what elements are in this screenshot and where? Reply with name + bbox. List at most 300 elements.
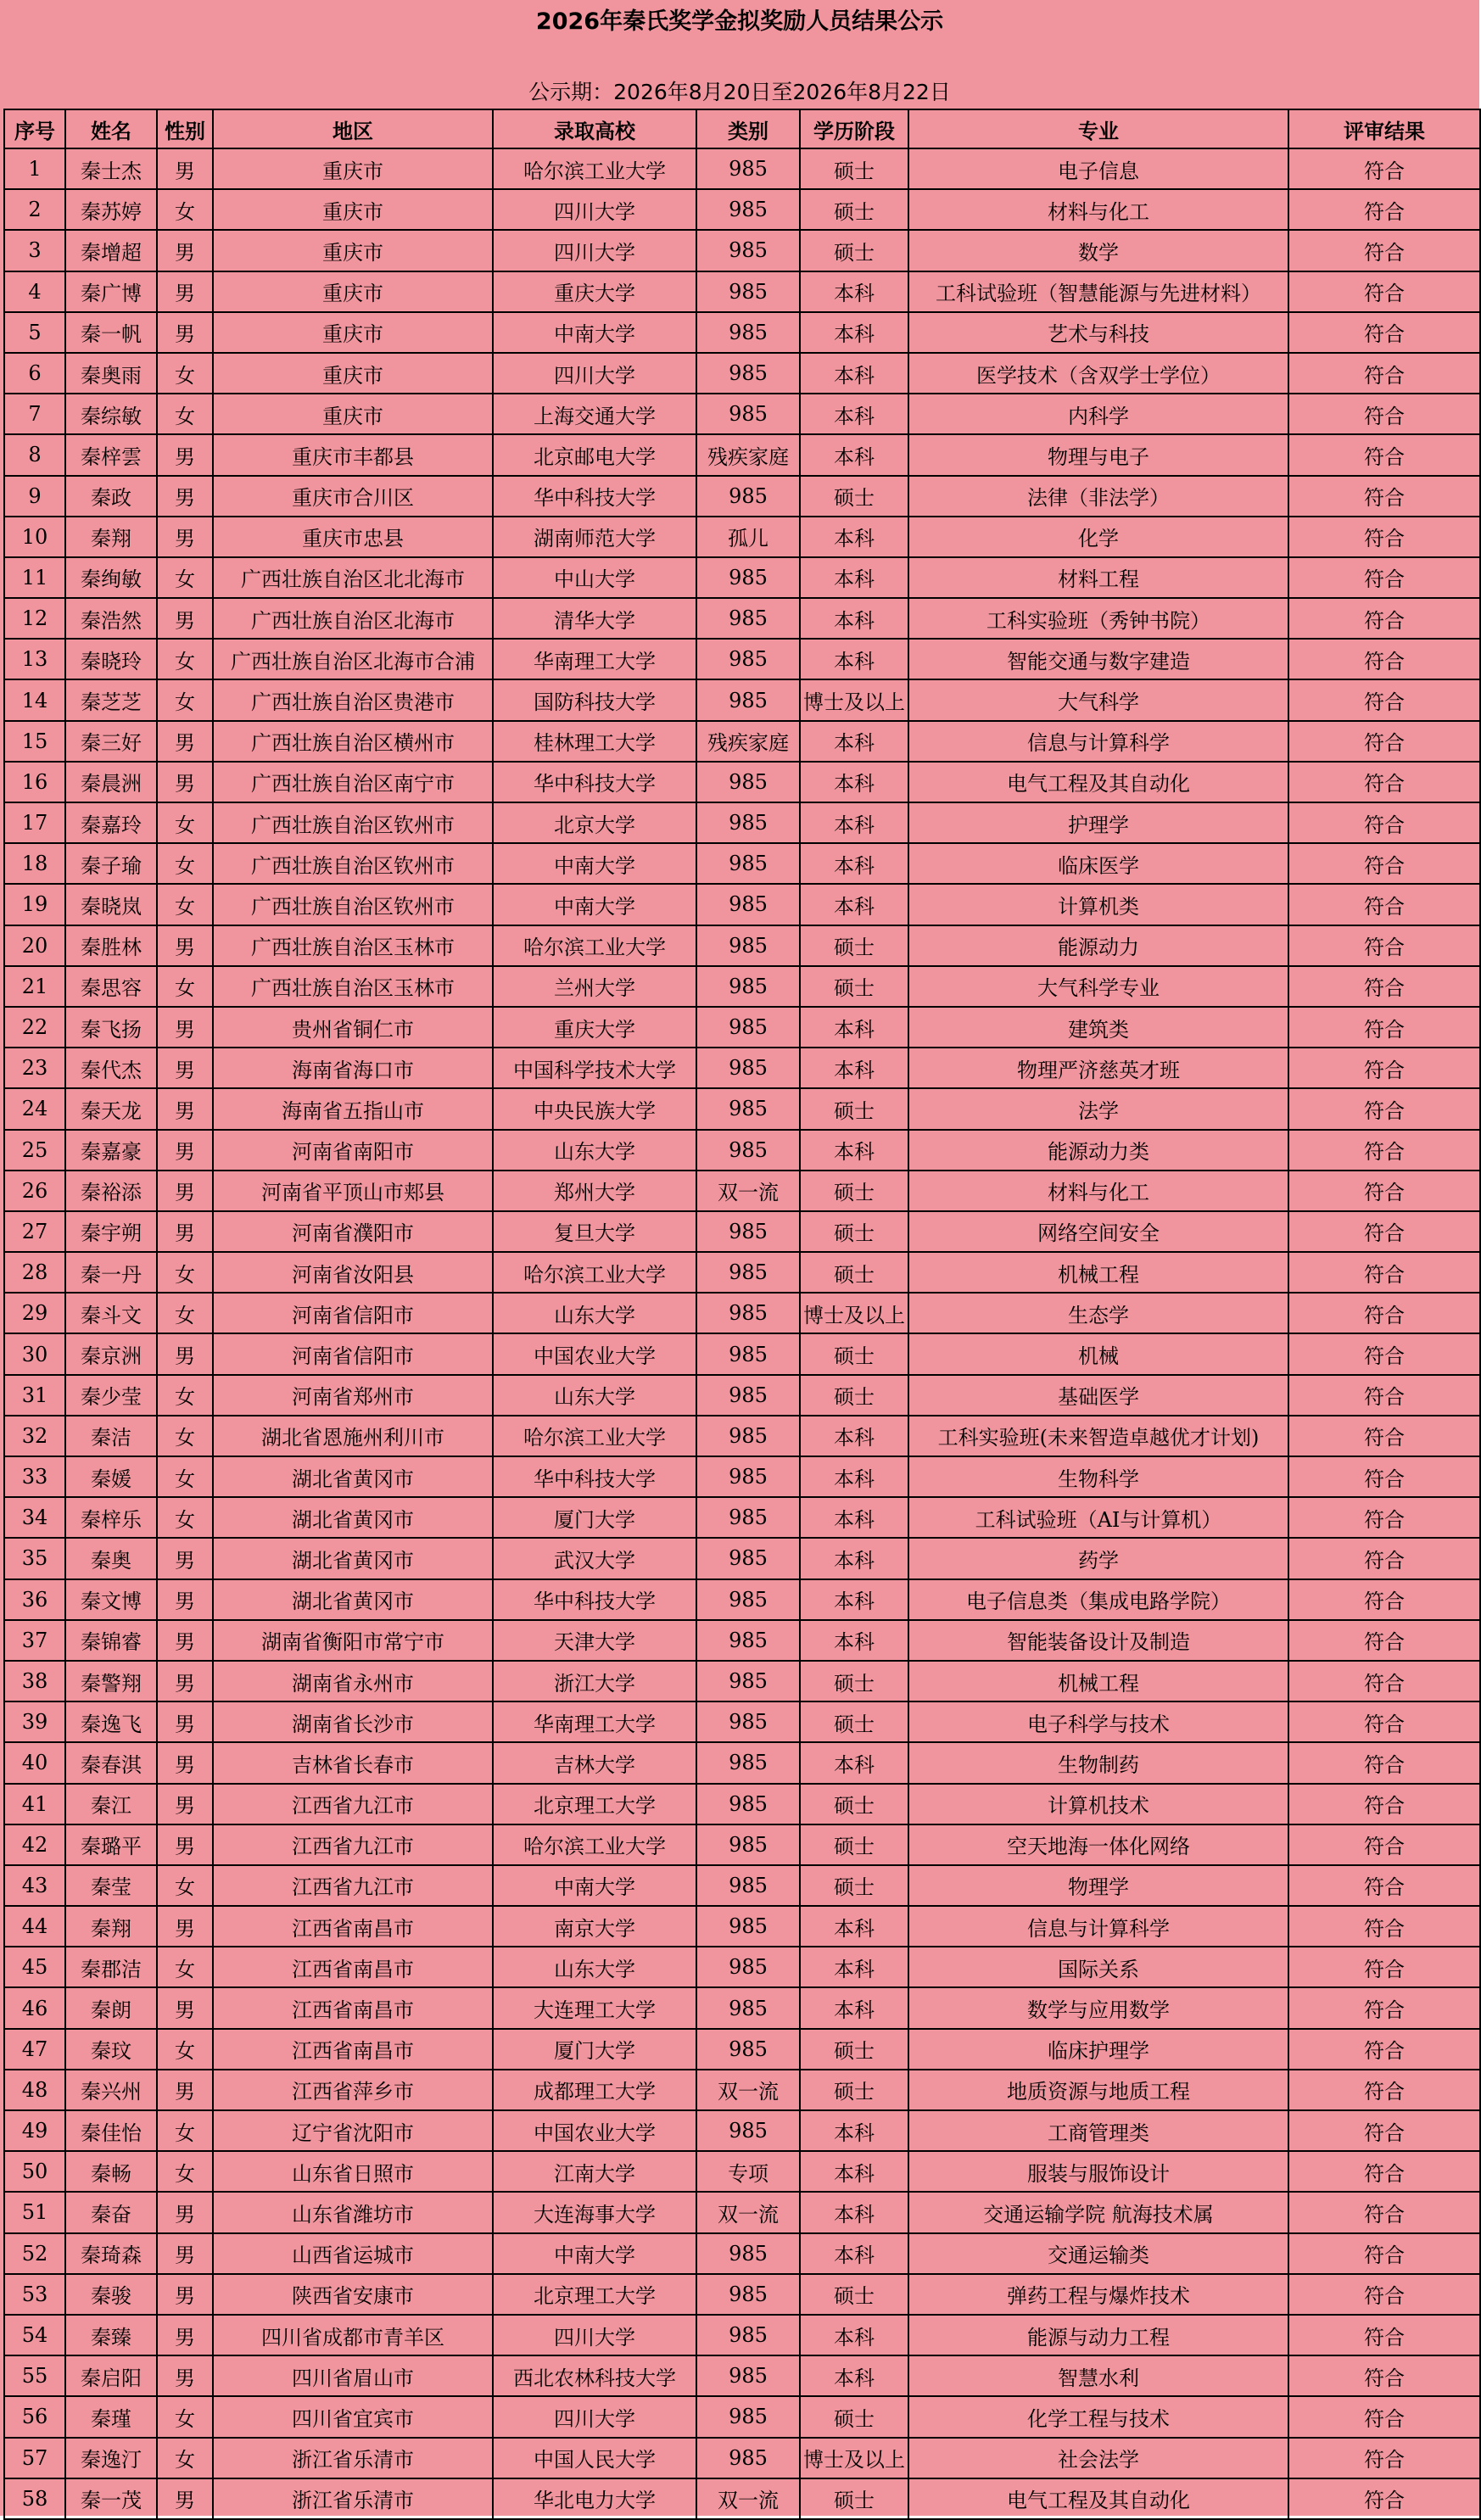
- cell-category: 985: [696, 271, 800, 312]
- cell-school: 中山大学: [493, 557, 696, 598]
- cell-level: 硕士: [800, 2029, 908, 2070]
- cell-seq: 28: [4, 1252, 65, 1293]
- cell-major: 内科学: [908, 394, 1288, 434]
- cell-major: 能源与动力工程: [908, 2315, 1288, 2355]
- cell-category: 985: [696, 1579, 800, 1620]
- cell-category: 985: [696, 1416, 800, 1456]
- cell-category: 985: [696, 679, 800, 720]
- cell-school: 上海交通大学: [493, 394, 696, 434]
- cell-gender: 女: [157, 353, 213, 394]
- cell-seq: 11: [4, 557, 65, 598]
- cell-level: 本科: [800, 1538, 908, 1578]
- cell-gender: 女: [157, 189, 213, 230]
- cell-region: 重庆市: [213, 394, 493, 434]
- header-result: 评审结果: [1288, 109, 1480, 148]
- cell-result: 符合: [1288, 1333, 1480, 1374]
- cell-major: 信息与计算科学: [908, 721, 1288, 762]
- cell-region: 湖北省黄冈市: [213, 1538, 493, 1578]
- cell-name: 秦逸汀: [65, 2438, 157, 2478]
- cell-seq: 7: [4, 394, 65, 434]
- table-row: [4, 1456, 1480, 1497]
- cell-major: 信息与计算科学: [908, 1906, 1288, 1947]
- cell-level: 本科: [800, 598, 908, 639]
- cell-category: 985: [696, 2438, 800, 2478]
- cell-name: 秦琦森: [65, 2233, 157, 2274]
- cell-school: 江南大学: [493, 2151, 696, 2192]
- cell-gender: 男: [157, 2315, 213, 2355]
- cell-major: 智慧水利: [908, 2355, 1288, 2396]
- cell-region: 山东省日照市: [213, 2151, 493, 2192]
- cell-school: 哈尔滨工业大学: [493, 1252, 696, 1293]
- cell-major: 大气科学: [908, 679, 1288, 720]
- cell-major: 法学: [908, 1088, 1288, 1129]
- cell-seq: 10: [4, 517, 65, 557]
- cell-major: 医学技术（含双学士学位）: [908, 353, 1288, 394]
- table-row: [4, 2274, 1480, 2315]
- cell-major: 工科实验班（秀钟书院）: [908, 598, 1288, 639]
- cell-gender: 女: [157, 2438, 213, 2478]
- cell-seq: 26: [4, 1171, 65, 1211]
- cell-region: 山西省运城市: [213, 2233, 493, 2274]
- cell-category: 985: [696, 1211, 800, 1252]
- cell-name: 秦思容: [65, 966, 157, 1007]
- cell-category: 985: [696, 925, 800, 966]
- cell-major: 电气工程及其自动化: [908, 2478, 1288, 2519]
- cell-category: 985: [696, 312, 800, 353]
- cell-result: 符合: [1288, 802, 1480, 843]
- table-row: [4, 1987, 1480, 2028]
- cell-major: 国际关系: [908, 1947, 1288, 1987]
- cell-result: 符合: [1288, 1742, 1480, 1783]
- table-row: [4, 2070, 1480, 2110]
- table-row: [4, 1620, 1480, 1661]
- cell-gender: 男: [157, 1579, 213, 1620]
- cell-category: 985: [696, 1865, 800, 1906]
- cell-name: 秦天龙: [65, 1088, 157, 1129]
- cell-name: 秦子瑜: [65, 843, 157, 884]
- cell-result: 符合: [1288, 1293, 1480, 1333]
- cell-name: 秦一帆: [65, 312, 157, 353]
- cell-category: 专项: [696, 2151, 800, 2192]
- cell-school: 兰州大学: [493, 966, 696, 1007]
- cell-name: 秦莹: [65, 1865, 157, 1906]
- cell-gender: 男: [157, 1742, 213, 1783]
- cell-region: 重庆市: [213, 271, 493, 312]
- cell-name: 秦绚敏: [65, 557, 157, 598]
- cell-gender: 女: [157, 884, 213, 925]
- cell-region: 江西省九江市: [213, 1824, 493, 1865]
- cell-gender: 男: [157, 312, 213, 353]
- cell-region: 广西壮族自治区钦州市: [213, 802, 493, 843]
- cell-name: 秦苏婷: [65, 189, 157, 230]
- cell-major: 临床护理学: [908, 2029, 1288, 2070]
- cell-major: 空天地海一体化网络: [908, 1824, 1288, 1865]
- cell-seq: 3: [4, 230, 65, 271]
- cell-category: 985: [696, 1620, 800, 1661]
- cell-seq: 33: [4, 1456, 65, 1497]
- cell-level: 本科: [800, 2355, 908, 2396]
- cell-level: 本科: [800, 1007, 908, 1048]
- cell-level: 本科: [800, 1456, 908, 1497]
- cell-category: 985: [696, 2029, 800, 2070]
- cell-school: 中南大学: [493, 1865, 696, 1906]
- cell-region: 河南省汝阳县: [213, 1252, 493, 1293]
- table-row: [4, 2029, 1480, 2070]
- table-row: [4, 966, 1480, 1007]
- cell-school: 武汉大学: [493, 1538, 696, 1578]
- cell-level: 硕士: [800, 925, 908, 966]
- cell-school: 四川大学: [493, 2315, 696, 2355]
- cell-region: 河南省平顶山市郏县: [213, 1171, 493, 1211]
- cell-seq: 34: [4, 1497, 65, 1538]
- cell-level: 本科: [800, 394, 908, 434]
- cell-category: 985: [696, 189, 800, 230]
- cell-major: 工科试验班（智慧能源与先进材料）: [908, 271, 1288, 312]
- cell-name: 秦洁: [65, 1416, 157, 1456]
- cell-result: 符合: [1288, 639, 1480, 679]
- cell-school: 厦门大学: [493, 2029, 696, 2070]
- cell-category: 985: [696, 1538, 800, 1578]
- cell-name: 秦芝芝: [65, 679, 157, 720]
- cell-major: 工科实验班(未来智造卓越优才计划): [908, 1416, 1288, 1456]
- cell-gender: 男: [157, 2233, 213, 2274]
- table-row: [4, 2478, 1480, 2519]
- cell-category: 985: [696, 148, 800, 189]
- cell-gender: 男: [157, 925, 213, 966]
- cell-region: 重庆市丰都县: [213, 434, 493, 475]
- cell-seq: 36: [4, 1579, 65, 1620]
- cell-result: 符合: [1288, 189, 1480, 230]
- table-row: [4, 517, 1480, 557]
- cell-seq: 24: [4, 1088, 65, 1129]
- cell-seq: 8: [4, 434, 65, 475]
- cell-school: 北京大学: [493, 802, 696, 843]
- header-name: 姓名: [65, 109, 157, 148]
- cell-region: 江西省萍乡市: [213, 2070, 493, 2110]
- cell-result: 符合: [1288, 2355, 1480, 2396]
- cell-name: 秦锦睿: [65, 1620, 157, 1661]
- cell-category: 985: [696, 1824, 800, 1865]
- cell-school: 大连海事大学: [493, 2192, 696, 2232]
- cell-major: 物理严济慈英才班: [908, 1048, 1288, 1088]
- cell-major: 弹药工程与爆炸技术: [908, 2274, 1288, 2315]
- cell-school: 郑州大学: [493, 1171, 696, 1211]
- cell-level: 硕士: [800, 230, 908, 271]
- cell-gender: 女: [157, 639, 213, 679]
- cell-seq: 15: [4, 721, 65, 762]
- cell-level: 硕士: [800, 1171, 908, 1211]
- cell-region: 广西壮族自治区钦州市: [213, 884, 493, 925]
- cell-result: 符合: [1288, 1211, 1480, 1252]
- cell-name: 秦飞扬: [65, 1007, 157, 1048]
- cell-region: 广西壮族自治区贵港市: [213, 679, 493, 720]
- cell-major: 建筑类: [908, 1007, 1288, 1048]
- cell-region: 重庆市: [213, 230, 493, 271]
- cell-seq: 19: [4, 884, 65, 925]
- cell-gender: 男: [157, 1906, 213, 1947]
- cell-gender: 男: [157, 434, 213, 475]
- cell-name: 秦胜林: [65, 925, 157, 966]
- table-row: [4, 843, 1480, 884]
- cell-seq: 30: [4, 1333, 65, 1374]
- cell-level: 本科: [800, 1048, 908, 1088]
- cell-school: 中南大学: [493, 884, 696, 925]
- cell-region: 四川省眉山市: [213, 2355, 493, 2396]
- cell-seq: 27: [4, 1211, 65, 1252]
- cell-name: 秦郡洁: [65, 1947, 157, 1987]
- table-row: [4, 1293, 1480, 1333]
- cell-result: 符合: [1288, 884, 1480, 925]
- cell-gender: 女: [157, 843, 213, 884]
- table-row: [4, 2110, 1480, 2151]
- table-row: [4, 598, 1480, 639]
- cell-school: 北京理工大学: [493, 1784, 696, 1824]
- cell-gender: 女: [157, 1416, 213, 1456]
- cell-result: 符合: [1288, 1088, 1480, 1129]
- cell-name: 秦奥雨: [65, 353, 157, 394]
- cell-gender: 男: [157, 1333, 213, 1374]
- cell-name: 秦启阳: [65, 2355, 157, 2396]
- table-row: [4, 1742, 1480, 1783]
- cell-result: 符合: [1288, 1456, 1480, 1497]
- cell-school: 厦门大学: [493, 1497, 696, 1538]
- cell-major: 药学: [908, 1538, 1288, 1578]
- cell-category: 985: [696, 394, 800, 434]
- table-row: [4, 2355, 1480, 2396]
- cell-seq: 44: [4, 1906, 65, 1947]
- cell-name: 秦裕添: [65, 1171, 157, 1211]
- cell-category: 985: [696, 2233, 800, 2274]
- cell-school: 北京邮电大学: [493, 434, 696, 475]
- cell-level: 硕士: [800, 2478, 908, 2519]
- cell-school: 哈尔滨工业大学: [493, 148, 696, 189]
- cell-name: 秦畅: [65, 2151, 157, 2192]
- cell-seq: 12: [4, 598, 65, 639]
- cell-seq: 29: [4, 1293, 65, 1333]
- cell-region: 四川省成都市青羊区: [213, 2315, 493, 2355]
- cell-major: 机械工程: [908, 1252, 1288, 1293]
- cell-seq: 18: [4, 843, 65, 884]
- cell-gender: 男: [157, 1171, 213, 1211]
- cell-major: 交通运输学院 航海技术属: [908, 2192, 1288, 2232]
- cell-gender: 男: [157, 1211, 213, 1252]
- cell-school: 四川大学: [493, 189, 696, 230]
- cell-major: 数学与应用数学: [908, 1987, 1288, 2028]
- cell-level: 本科: [800, 1987, 908, 2028]
- cell-region: 重庆市合川区: [213, 476, 493, 517]
- cell-region: 广西壮族自治区玉林市: [213, 966, 493, 1007]
- cell-name: 秦骏: [65, 2274, 157, 2315]
- cell-school: 桂林理工大学: [493, 721, 696, 762]
- cell-school: 华南理工大学: [493, 1701, 696, 1742]
- cell-category: 985: [696, 843, 800, 884]
- cell-level: 硕士: [800, 1865, 908, 1906]
- cell-region: 湖南省衡阳市常宁市: [213, 1620, 493, 1661]
- cell-result: 符合: [1288, 2192, 1480, 2232]
- cell-seq: 52: [4, 2233, 65, 2274]
- cell-region: 河南省信阳市: [213, 1333, 493, 1374]
- table-row: [4, 2396, 1480, 2437]
- cell-category: 985: [696, 1252, 800, 1293]
- cell-seq: 20: [4, 925, 65, 966]
- cell-name: 秦警翔: [65, 1661, 157, 1701]
- cell-major: 智能交通与数字建造: [908, 639, 1288, 679]
- table-row: [4, 2315, 1480, 2355]
- cell-category: 985: [696, 1130, 800, 1171]
- cell-region: 广西壮族自治区北北海市: [213, 557, 493, 598]
- cell-seq: 55: [4, 2355, 65, 2396]
- cell-gender: 男: [157, 230, 213, 271]
- cell-gender: 女: [157, 1456, 213, 1497]
- cell-category: 985: [696, 353, 800, 394]
- cell-seq: 2: [4, 189, 65, 230]
- cell-level: 本科: [800, 1906, 908, 1947]
- cell-category: 985: [696, 966, 800, 1007]
- cell-category: 985: [696, 476, 800, 517]
- cell-school: 哈尔滨工业大学: [493, 1416, 696, 1456]
- cell-seq: 57: [4, 2438, 65, 2478]
- cell-region: 浙江省乐清市: [213, 2438, 493, 2478]
- cell-category: 985: [696, 1661, 800, 1701]
- cell-region: 浙江省乐清市: [213, 2478, 493, 2519]
- header-level: 学历阶段: [800, 109, 908, 148]
- table-row: [4, 2233, 1480, 2274]
- table-body: [4, 148, 1480, 2519]
- cell-result: 符合: [1288, 1824, 1480, 1865]
- cell-school: 国防科技大学: [493, 679, 696, 720]
- cell-result: 符合: [1288, 2438, 1480, 2478]
- cell-seq: 51: [4, 2192, 65, 2232]
- cell-result: 符合: [1288, 2233, 1480, 2274]
- results-table: [3, 109, 1481, 2520]
- cell-region: 河南省信阳市: [213, 1293, 493, 1333]
- cell-seq: 47: [4, 2029, 65, 2070]
- cell-level: 本科: [800, 802, 908, 843]
- cell-result: 符合: [1288, 312, 1480, 353]
- cell-major: 艺术与科技: [908, 312, 1288, 353]
- cell-result: 符合: [1288, 1987, 1480, 2028]
- cell-region: 重庆市忠县: [213, 517, 493, 557]
- cell-region: 江西省九江市: [213, 1784, 493, 1824]
- cell-seq: 21: [4, 966, 65, 1007]
- cell-major: 护理学: [908, 802, 1288, 843]
- cell-major: 地质资源与地质工程: [908, 2070, 1288, 2110]
- cell-school: 成都理工大学: [493, 2070, 696, 2110]
- table-header-row: [4, 109, 1480, 148]
- cell-name: 秦朗: [65, 1987, 157, 2028]
- cell-name: 秦综敏: [65, 394, 157, 434]
- cell-name: 秦晓玲: [65, 639, 157, 679]
- cell-gender: 男: [157, 1048, 213, 1088]
- cell-name: 秦士杰: [65, 148, 157, 189]
- table-row: [4, 230, 1480, 271]
- table-row: [4, 762, 1480, 802]
- cell-category: 985: [696, 1497, 800, 1538]
- table-row: [4, 1784, 1480, 1824]
- cell-major: 智能装备设计及制造: [908, 1620, 1288, 1661]
- cell-category: 985: [696, 1088, 800, 1129]
- cell-name: 秦晓岚: [65, 884, 157, 925]
- table-row: [4, 1661, 1480, 1701]
- cell-region: 湖北省黄冈市: [213, 1579, 493, 1620]
- cell-school: 南京大学: [493, 1906, 696, 1947]
- table-row: [4, 271, 1480, 312]
- cell-name: 秦梓雲: [65, 434, 157, 475]
- cell-school: 重庆大学: [493, 1007, 696, 1048]
- cell-category: 985: [696, 1456, 800, 1497]
- header-category: 类别: [696, 109, 800, 148]
- cell-school: 清华大学: [493, 598, 696, 639]
- cell-name: 秦奋: [65, 2192, 157, 2232]
- cell-gender: 男: [157, 2274, 213, 2315]
- cell-result: 符合: [1288, 925, 1480, 966]
- cell-result: 符合: [1288, 843, 1480, 884]
- cell-seq: 6: [4, 353, 65, 394]
- cell-name: 秦逸飞: [65, 1701, 157, 1742]
- cell-gender: 男: [157, 1538, 213, 1578]
- cell-major: 物理学: [908, 1865, 1288, 1906]
- cell-seq: 42: [4, 1824, 65, 1865]
- cell-result: 符合: [1288, 353, 1480, 394]
- table-row: [4, 148, 1480, 189]
- cell-result: 符合: [1288, 1620, 1480, 1661]
- cell-gender: 女: [157, 1252, 213, 1293]
- header-region: 地区: [213, 109, 493, 148]
- cell-result: 符合: [1288, 1130, 1480, 1171]
- cell-gender: 女: [157, 1865, 213, 1906]
- cell-major: 电子信息类（集成电路学院）: [908, 1579, 1288, 1620]
- cell-gender: 男: [157, 1661, 213, 1701]
- cell-region: 江西省南昌市: [213, 1906, 493, 1947]
- cell-name: 秦瑾: [65, 2396, 157, 2437]
- cell-major: 生物科学: [908, 1456, 1288, 1497]
- table-row: [4, 1865, 1480, 1906]
- cell-region: 江西省九江市: [213, 1865, 493, 1906]
- cell-category: 残疾家庭: [696, 721, 800, 762]
- cell-school: 华北电力大学: [493, 2478, 696, 2519]
- table-row: [4, 2151, 1480, 2192]
- cell-region: 湖北省黄冈市: [213, 1497, 493, 1538]
- cell-gender: 男: [157, 1088, 213, 1129]
- cell-seq: 32: [4, 1416, 65, 1456]
- cell-region: 河南省南阳市: [213, 1130, 493, 1171]
- table-row: [4, 1375, 1480, 1416]
- cell-level: 本科: [800, 2151, 908, 2192]
- cell-school: 湖南师范大学: [493, 517, 696, 557]
- cell-gender: 男: [157, 148, 213, 189]
- cell-result: 符合: [1288, 1171, 1480, 1211]
- cell-level: 本科: [800, 1742, 908, 1783]
- table-row: [4, 1048, 1480, 1088]
- cell-gender: 女: [157, 2396, 213, 2437]
- cell-gender: 女: [157, 966, 213, 1007]
- cell-name: 秦少莹: [65, 1375, 157, 1416]
- cell-major: 交通运输类: [908, 2233, 1288, 2274]
- cell-name: 秦嘉玲: [65, 802, 157, 843]
- cell-result: 符合: [1288, 1007, 1480, 1048]
- cell-region: 湖北省黄冈市: [213, 1456, 493, 1497]
- cell-category: 双一流: [696, 2070, 800, 2110]
- cell-name: 秦媛: [65, 1456, 157, 1497]
- cell-gender: 男: [157, 1130, 213, 1171]
- cell-level: 本科: [800, 2192, 908, 2232]
- cell-gender: 女: [157, 2029, 213, 2070]
- table-row: [4, 1497, 1480, 1538]
- cell-level: 本科: [800, 1579, 908, 1620]
- cell-category: 双一流: [696, 1171, 800, 1211]
- table-row: [4, 434, 1480, 475]
- cell-gender: 男: [157, 2070, 213, 2110]
